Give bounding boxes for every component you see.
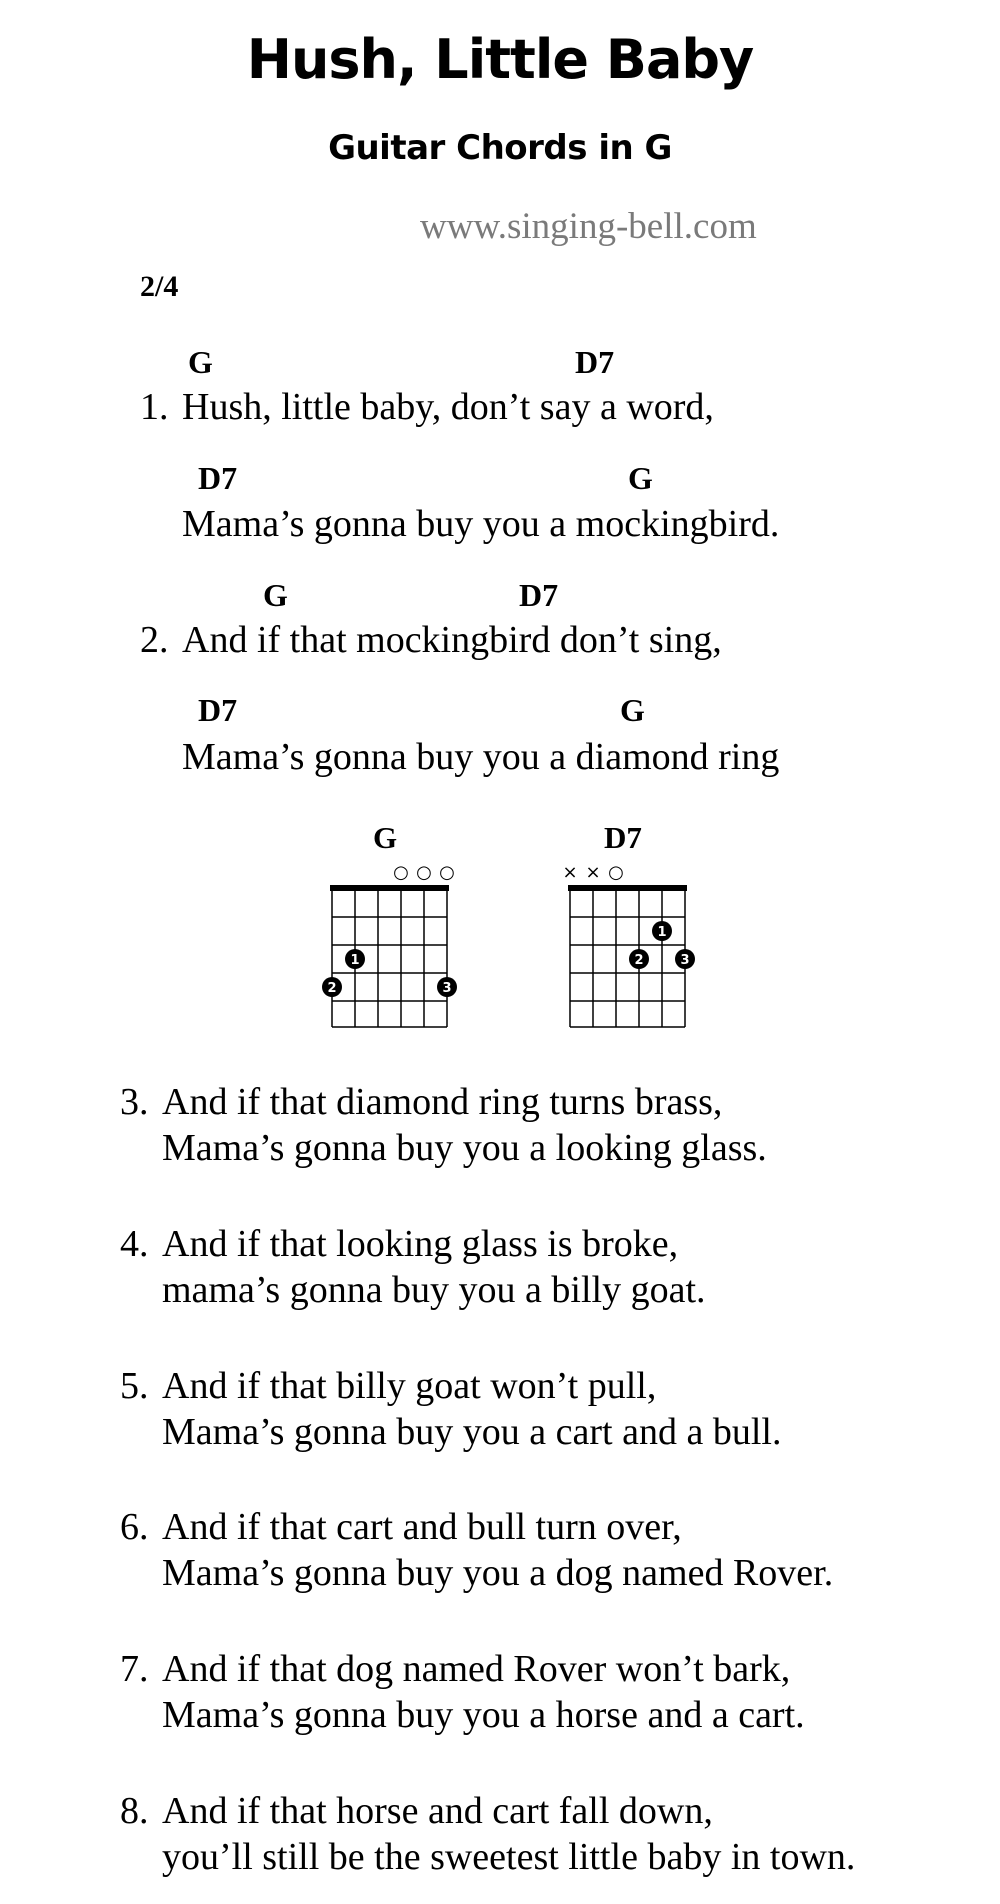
finger-number: 1 [657,925,667,940]
lyric-text: Mama’s gonna buy you a cart and a bull. [162,1411,782,1453]
verse-number: 7. [120,1648,149,1690]
verse-5 [120,1364,781,1454]
chord-label: D7 [198,692,238,728]
chord-label: G [628,460,653,496]
lyric-text: Mama’s gonna buy you a dog named Rover. [162,1552,834,1594]
lyric-text: Mama’s gonna buy you a horse and a cart. [162,1694,805,1736]
lyric-line [140,618,722,662]
string-marker: × [585,862,601,883]
chord-label: D7 [198,460,238,496]
verse-number: 1. [140,386,169,428]
website-watermark: www.singing-bell.com [420,206,757,247]
nut [568,885,687,891]
chord-label: G [263,577,288,613]
lyric-text: mama’s gonna buy you a billy goat. [162,1269,706,1311]
chord-label: D7 [575,344,615,380]
finger-number: 3 [680,953,690,968]
lyric-line: Mama’s gonna buy you a diamond ring [182,736,780,778]
chord-diagram-name: D7 [604,820,642,855]
lyric-text: And if that looking glass is broke, [162,1223,679,1265]
string-marker: ○ [439,862,455,883]
verse-3 [120,1080,767,1170]
string-marker: × [562,862,578,883]
lyric-line: Mama’s gonna buy you a mockingbird. [182,503,780,545]
verse-6 [120,1505,833,1595]
lyric-text: And if that horse and cart fall down, [162,1790,713,1832]
verse-number: 5. [120,1365,149,1407]
verse-number: 3. [120,1081,149,1123]
finger-number: 2 [327,981,337,996]
verse-number: 6. [120,1506,149,1548]
lyric-line [140,385,714,429]
chord-label: G [188,344,213,380]
chord-diagram-name: G [372,820,398,855]
chord-diagram-d7 [553,820,693,1020]
verse-number: 2. [140,619,169,661]
chord-diagram-grid [315,862,455,1052]
verse-8 [120,1789,855,1879]
lyric-text: Hush, little baby, don’t say a word, [182,386,714,428]
chord-diagram-grid [553,862,693,1052]
string-marker: ○ [608,862,624,883]
nut [330,885,449,891]
chord-diagram-g [315,820,455,1020]
lyric-text: And if that cart and bull turn over, [162,1506,682,1548]
verse-number: 4. [120,1223,149,1265]
verse-7 [120,1647,805,1737]
finger-number: 3 [442,981,452,996]
string-marker: ○ [416,862,432,883]
song-subtitle: Guitar Chords in G [328,128,672,168]
lyric-text: you’ll still be the sweetest little baby in town. [162,1836,856,1878]
string-marker: ○ [393,862,409,883]
finger-number: 1 [350,953,360,968]
finger-number: 2 [634,953,644,968]
lyric-text: Mama’s gonna buy you a looking glass. [162,1127,767,1169]
verse-4 [120,1222,706,1312]
lyric-text: And if that billy goat won’t pull, [162,1365,657,1407]
song-title: Hush, Little Baby [246,28,754,91]
chord-label: G [620,692,645,728]
verse-number: 8. [120,1790,149,1832]
lyric-text: And if that diamond ring turns brass, [162,1081,723,1123]
chord-label: D7 [519,577,559,613]
lyric-text: And if that dog named Rover won’t bark, [162,1648,791,1690]
time-signature: 2/4 [140,270,179,303]
lyric-text: And if that mockingbird don’t sing, [182,619,722,661]
